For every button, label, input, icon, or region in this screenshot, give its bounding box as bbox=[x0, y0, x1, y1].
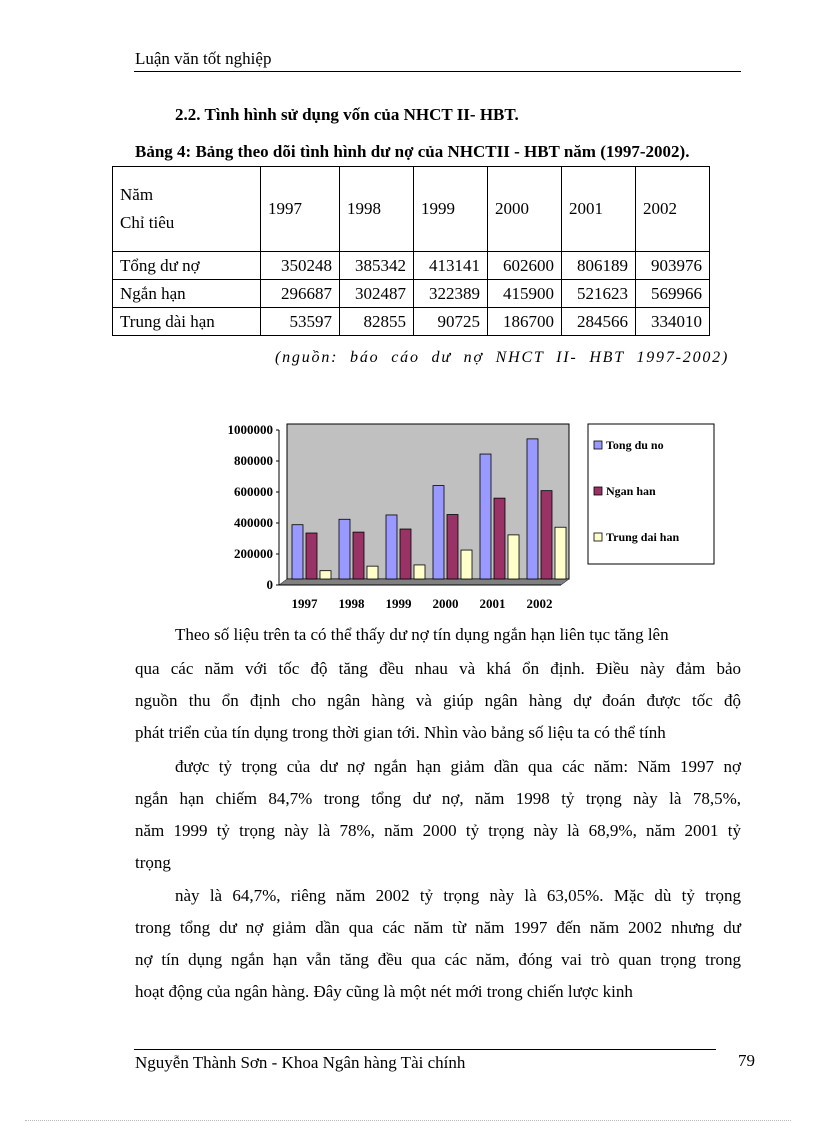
table-row bbox=[113, 308, 710, 336]
header-year: 2000 bbox=[488, 167, 562, 252]
table-cell: 602600 bbox=[488, 252, 562, 280]
x-tick-label: 1999 bbox=[385, 596, 412, 611]
row-label: Tổng dư nợ bbox=[113, 252, 261, 280]
table-cell: 186700 bbox=[488, 308, 562, 336]
table-cell: 82855 bbox=[340, 308, 414, 336]
header-year: 1997 bbox=[261, 167, 340, 252]
paragraph-2-line: năm 1999 tỷ trọng này là 78%, năm 2000 tỷ trọng này là 68,9%, năm 2001 tỷ bbox=[135, 821, 741, 840]
legend-label: Tong du no bbox=[606, 438, 664, 452]
bar-tong-du-no bbox=[527, 439, 538, 579]
table-cell: 903976 bbox=[636, 252, 710, 280]
table-cell: 806189 bbox=[562, 252, 636, 280]
legend-swatch bbox=[594, 533, 602, 541]
debt-bar-chart bbox=[205, 410, 717, 620]
row-label: Ngắn hạn bbox=[113, 280, 261, 308]
header-indicator-label: Chỉ tiêu bbox=[120, 213, 175, 232]
header-year-label: Năm bbox=[120, 185, 154, 204]
bar-trung-dai-han bbox=[414, 565, 425, 579]
legend-swatch bbox=[594, 441, 602, 449]
bar-tong-du-no bbox=[433, 486, 444, 579]
section-heading: 2.2. Tình hình sử dụng vốn của NHCT II- HBT. bbox=[175, 105, 519, 124]
y-tick-label: 0 bbox=[266, 577, 273, 592]
table-cell: 296687 bbox=[261, 280, 340, 308]
header-year: 1999 bbox=[414, 167, 488, 252]
paragraph-1-line: Theo số liệu trên ta có thể thấy dư nợ tín dụng ngắn hạn liên tục tăng lên bbox=[175, 625, 669, 644]
bar-ngan-han bbox=[541, 491, 552, 579]
bar-trung-dai-han bbox=[461, 550, 472, 579]
header-year: 2002 bbox=[636, 167, 710, 252]
bar-ngan-han bbox=[306, 533, 317, 579]
paragraph-1-line: phát triển của tín dụng trong thời gian tới. Nhìn vào bảng số liệu ta có thể tính bbox=[135, 723, 666, 742]
bar-tong-du-no bbox=[339, 519, 350, 579]
table-cell: 302487 bbox=[340, 280, 414, 308]
paragraph-3-line: hoạt động của ngân hàng. Đây cũng là một nét mới trong chiến lược kinh bbox=[135, 982, 633, 1001]
y-tick-label: 1000000 bbox=[227, 422, 273, 437]
plot-floor bbox=[279, 579, 569, 585]
header-rule bbox=[134, 71, 741, 72]
table-caption: Bảng 4: Bảng theo dõi tình hình dư nợ của NHCTII - HBT năm (1997-2002). bbox=[135, 142, 690, 161]
table-cell: 350248 bbox=[261, 252, 340, 280]
table-cell: 284566 bbox=[562, 308, 636, 336]
paragraph-3-line: trong tổng dư nợ giảm dần qua các năm từ năm 1997 đến năm 2002 nhưng dư bbox=[135, 918, 741, 937]
table-cell: 322389 bbox=[414, 280, 488, 308]
table-cell: 521623 bbox=[562, 280, 636, 308]
header-title: Luận văn tốt nghiệp bbox=[135, 49, 272, 68]
x-tick-label: 2000 bbox=[432, 596, 459, 611]
table-row bbox=[113, 252, 710, 280]
bottom-dotted-line bbox=[25, 1120, 791, 1121]
paragraph-2-line: trọng bbox=[135, 853, 171, 872]
table-cell: 569966 bbox=[636, 280, 710, 308]
legend-label: Trung dai han bbox=[606, 530, 680, 544]
header-year: 2001 bbox=[562, 167, 636, 252]
table-row bbox=[113, 280, 710, 308]
table-cell: 385342 bbox=[340, 252, 414, 280]
paragraph-1-line: nguồn thu ổn định cho ngân hàng và giúp ngân hàng dự đoán được tốc độ bbox=[135, 691, 741, 710]
bar-tong-du-no bbox=[480, 454, 491, 579]
y-tick-label: 800000 bbox=[234, 453, 273, 468]
paragraph-2-line: được tỷ trọng của dư nợ ngắn hạn giảm dần qua các năm: Năm 1997 nợ bbox=[175, 757, 741, 776]
bar-ngan-han bbox=[353, 532, 364, 579]
paragraph-3-line: nợ tín dụng ngắn hạn vẫn tăng đều qua các năm, đóng vai trò quan trọng trong bbox=[135, 950, 741, 969]
bar-ngan-han bbox=[447, 515, 458, 579]
paragraph-3-line: này là 64,7%, riêng năm 2002 tỷ trọng này là 63,05%. Mặc dù tỷ trọng bbox=[175, 886, 741, 905]
paragraph-1-line: qua các năm với tốc độ tăng đều nhau và khá ổn định. Điều này đảm bảo bbox=[135, 659, 741, 678]
page-number: 79 bbox=[738, 1051, 755, 1070]
x-tick-label: 2001 bbox=[479, 596, 506, 611]
x-tick-label: 2002 bbox=[526, 596, 553, 611]
row-label: Trung dài hạn bbox=[113, 308, 261, 336]
table-cell: 413141 bbox=[414, 252, 488, 280]
bar-ngan-han bbox=[494, 498, 505, 579]
header-year: 1998 bbox=[340, 167, 414, 252]
bar-trung-dai-han bbox=[320, 571, 331, 579]
footer-rule bbox=[134, 1049, 716, 1050]
y-tick-label: 400000 bbox=[234, 515, 273, 530]
table-cell: 53597 bbox=[261, 308, 340, 336]
header-cell-label bbox=[113, 167, 261, 252]
bar-trung-dai-han bbox=[367, 566, 378, 579]
bar-tong-du-no bbox=[386, 515, 397, 579]
footer-author: Nguyễn Thành Sơn - Khoa Ngân hàng Tài chính bbox=[135, 1053, 466, 1072]
table-cell: 415900 bbox=[488, 280, 562, 308]
legend-label: Ngan han bbox=[606, 484, 656, 498]
y-tick-label: 600000 bbox=[234, 484, 273, 499]
bar-trung-dai-han bbox=[555, 527, 566, 579]
bar-trung-dai-han bbox=[508, 535, 519, 579]
bar-tong-du-no bbox=[292, 525, 303, 579]
legend-swatch bbox=[594, 487, 602, 495]
y-tick-label: 200000 bbox=[234, 546, 273, 561]
x-tick-label: 1998 bbox=[338, 596, 365, 611]
x-tick-label: 1997 bbox=[291, 596, 318, 611]
table-cell: 334010 bbox=[636, 308, 710, 336]
source-note: (nguồn: báo cáo dư nợ NHCT II- HBT 1997-2002) bbox=[275, 349, 730, 366]
paragraph-2-line: ngắn hạn chiếm 84,7% trong tổng dư nợ, năm 1998 tỷ trọng này là 78,5%, bbox=[135, 789, 741, 808]
bar-ngan-han bbox=[400, 529, 411, 579]
table-cell: 90725 bbox=[414, 308, 488, 336]
table-header-row bbox=[113, 167, 710, 252]
debt-table bbox=[112, 166, 710, 336]
